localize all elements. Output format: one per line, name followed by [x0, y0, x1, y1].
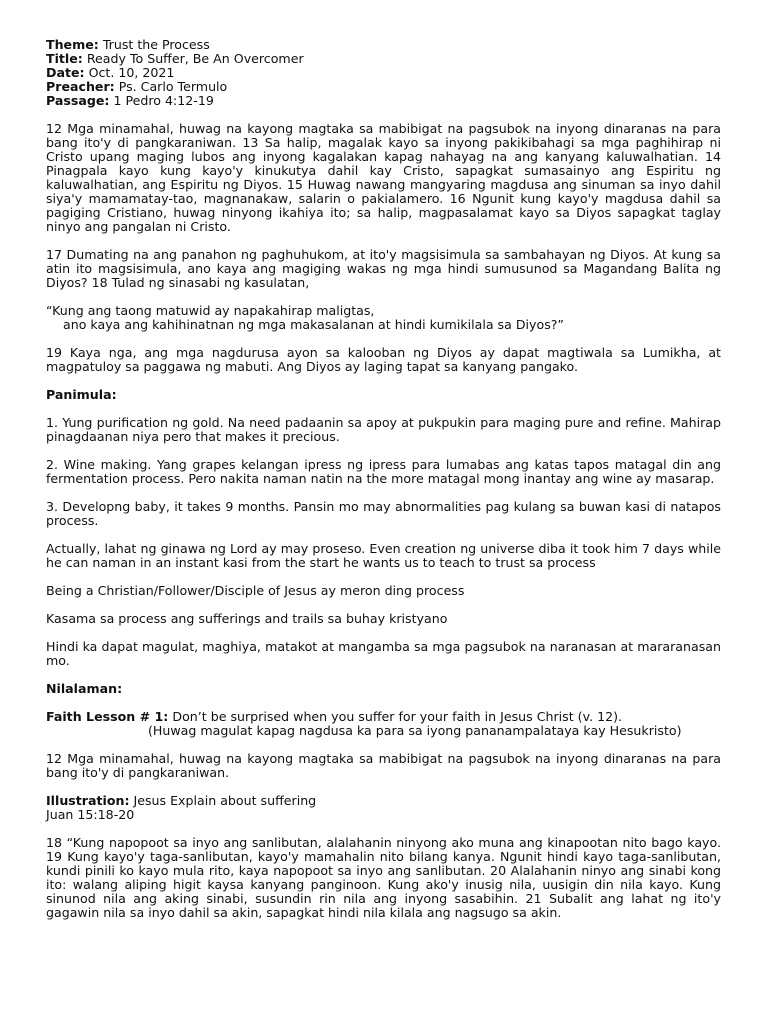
meta-date	[46, 66, 721, 80]
illustration-label: Illustration:	[46, 793, 130, 808]
meta-title	[46, 52, 721, 66]
panimula-actually: Actually, lahat ng ginawa ng Lord ay may proseso. Even creation ng universe diba it took him 7 days while he can naman in an instant kasi from the start he wants us to teach to trust sa process	[46, 541, 721, 570]
nilalaman-heading: Nilalaman:	[46, 681, 123, 696]
panimula-item-3: 3. Developng baby, it takes 9 months. Pansin mo may abnormalities pag kulang sa buwan kasi di natapos process.	[46, 499, 721, 528]
meta-preacher-label: Preacher:	[46, 79, 115, 94]
passage-paragraph-3: 19 Kaya nga, ang mga nagdurusa ayon sa kalooban ng Diyos ay dapat magtiwala sa Lumikha, at magpatuloy sa paggawa ng mabuti. Ang Diyos ay laging tapat sa kanyang pangako.	[46, 345, 721, 374]
faith-lesson-tagalog	[46, 724, 721, 738]
passage-paragraph-1: 12 Mga minamahal, huwag na kayong magtaka sa mabibigat na pagsubok na inyong dinaranas na para bang ito'y di pangkaraniwan. 13 Sa halip, magalak kayo sa inyong pakikibahagi sa mga paghihirap ni Cristo upang maging lubos ang inyong kagalakan kapag nahayag na ang kanyang kaluwalhatian. 14 Pinagpala kayo kung kayo'y kinukutya dahil kay Cristo, sapagkat sumasainyo ang Espiritu ng kaluwalhatian, ang Espiritu ng Diyos. 15 Huwag nawang mangyaring magdusa ang sinuman sa inyo dahil siya'y mamamatay-tao, magnanakaw, salarin o pakialamero. 16 Ngunit kung kayo'y magdusa dahil sa pagiging Cristiano, huwag ninyong ikahiya ito; sa halip, magpasalamat kayo sa Diyos sapagkat taglay ninyo ang pangalan ni Cristo.	[46, 121, 721, 234]
meta-preacher-value: Ps. Carlo Termulo	[118, 79, 228, 94]
panimula-item-1: 1. Yung purification ng gold. Na need padaanin sa apoy at pukpukin para maging pure and refine. Mahirap pinagdaanan niya pero that makes it precious.	[46, 415, 721, 444]
panimula-heading: Panimula:	[46, 387, 117, 402]
meta-passage-label: Passage:	[46, 93, 110, 108]
sermon-meta	[46, 38, 721, 108]
panimula-hindi: Hindi ka dapat magulat, maghiya, matakot at mangamba sa mga pagsubok na naranasan at mararanasan mo.	[46, 639, 721, 668]
meta-title-value: Ready To Suffer, Be An Overcomer	[86, 51, 304, 66]
illustration-reference: Juan 15:18-20	[46, 807, 135, 822]
panimula-item-2: 2. Wine making. Yang grapes kelangan ipress ng ipress para lumabas ang katas tapos matagal din ang fermentation process. Pero nakita naman natin na the more matagal mong inantay ang wine ay masarap.	[46, 457, 721, 486]
faith-lesson-1	[46, 710, 721, 724]
meta-passage	[46, 94, 721, 108]
meta-theme-label: Theme:	[46, 37, 99, 52]
document-body	[46, 38, 721, 934]
panimula-christian: Being a Christian/Follower/Disciple of Jesus ay meron ding process	[46, 583, 465, 598]
juan-passage-paragraph: 18 “Kung napopoot sa inyo ang sanlibutan, alalahanin ninyong ako muna ang kinapootan nito bago kayo. 19 Kung kayo'y taga-sanlibutan, kayo'y mamahalin nito bilang kanya. Ngunit hindi kayo taga-sanlibutan, kundi pinili ko kayo mula rito, kaya napopoot sa inyo ang sanlibutan. 20 Alalahanin ninyo ang sinabi kong ito: walang aliping higit kaysa kanyang panginoon. Kung ako'y inusig nila, uusigin din nila kayo. Kung sinunod nila ang aking sinabi, susundin rin nila ang inyong sasabihin. 21 Subalit ang lahat ng ito'y gagawin nila sa inyo dahil sa akin, sapagkat hindi nila kilala ang nagsugo sa akin.	[46, 835, 721, 920]
passage-paragraph-2: 17 Dumating na ang panahon ng paghuhukom, at ito'y magsisimula sa sambahayan ng Diyos. At kung sa atin ito magsisimula, ano kaya ang magiging wakas ng mga hindi sumusunod sa Magandang Balita ng Diyos? 18 Tulad ng sinasabi ng kasulatan,	[46, 247, 721, 290]
meta-date-label: Date:	[46, 65, 85, 80]
meta-theme-value: Trust the Process	[102, 37, 210, 52]
illustration	[46, 794, 721, 822]
scripture-quote	[46, 304, 721, 332]
meta-passage-value: 1 Pedro 4:12-19	[113, 93, 214, 108]
illustration-text: Jesus Explain about suffering	[133, 793, 317, 808]
quote-line-1: “Kung ang taong matuwid ay napakahirap maligtas,	[46, 303, 375, 318]
verse-12-paragraph: 12 Mga minamahal, huwag na kayong magtaka sa mabibigat na pagsubok na inyong dinaranas na para bang ito'y di pangkaraniwan.	[46, 751, 721, 780]
quote-line-2: ano kaya ang kahihinatnan ng mga makasalanan at hindi kumikilala sa Diyos?”	[63, 317, 564, 332]
faith-lesson-text: Don’t be surprised when you suffer for your faith in Jesus Christ (v. 12).	[172, 709, 623, 724]
meta-title-label: Title:	[46, 51, 83, 66]
faith-lesson-label: Faith Lesson # 1:	[46, 709, 169, 724]
meta-preacher	[46, 80, 721, 94]
meta-theme	[46, 38, 721, 52]
faith-lesson-tagalog-text: (Huwag magulat kapag nagdusa ka para sa iyong pananampalataya kay Hesukristo)	[148, 723, 682, 738]
panimula-kasama: Kasama sa process ang sufferings and trails sa buhay kristyano	[46, 611, 448, 626]
meta-date-value: Oct. 10, 2021	[88, 65, 175, 80]
